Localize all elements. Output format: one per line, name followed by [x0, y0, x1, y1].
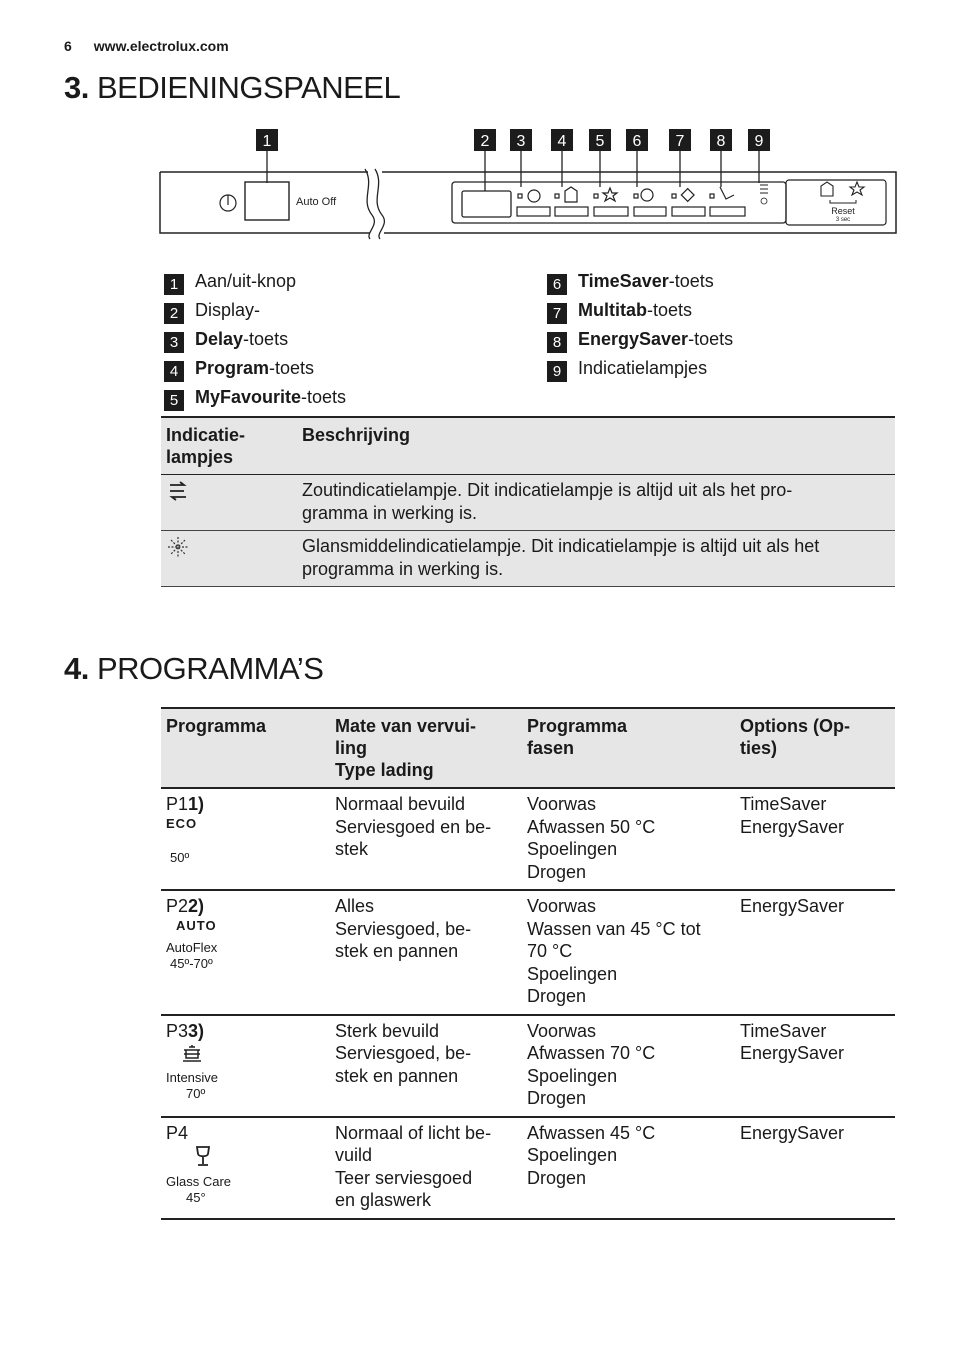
callout-2: 2 — [480, 133, 490, 150]
legend-label — [195, 271, 296, 292]
program-soil: Normaal of licht be- vuild Teer serviesgoed en glaswerk — [330, 1117, 522, 1219]
legend-item — [547, 325, 733, 354]
table-row — [161, 1015, 895, 1117]
reset-sub-label: 3 sec — [835, 217, 851, 223]
legend-item — [164, 325, 346, 354]
indicator-description: Zoutindicatielampje. Dit indicatielampje is altijd uit als het pro- gramma in werking is. — [297, 475, 895, 531]
program-note: 2) — [188, 896, 205, 916]
indicator-description: Glansmiddelindicatielampje. Dit indicatielampje is altijd uit als het programma in werking is. — [297, 531, 895, 587]
program-options: EnergySaver — [735, 1117, 895, 1219]
legend-item — [547, 296, 733, 325]
legend-label-text: -toets — [668, 271, 714, 291]
program-code: P1 — [166, 794, 189, 814]
program-code: P4 — [166, 1122, 189, 1143]
program-temp: 70º — [186, 1086, 206, 1101]
program-options: TimeSaver EnergySaver — [735, 1015, 895, 1117]
legend-label-bold: EnergySaver — [578, 329, 689, 349]
legend-label-bold: Program — [195, 358, 270, 378]
legend-number: 9 — [547, 361, 567, 382]
indicator-icon-cell — [161, 531, 297, 587]
legend-label-bold: TimeSaver — [578, 271, 669, 291]
section-title: BEDIENINGSPANEEL — [96, 70, 401, 105]
legend-number: 3 — [164, 332, 184, 353]
legend-number: 1 — [164, 274, 184, 295]
display — [462, 191, 511, 217]
legend-item — [547, 267, 733, 296]
legend-number: 7 — [547, 303, 567, 324]
legend-label-text: Indicatielampjes — [578, 358, 708, 378]
col-header-options: Options (Op- ties) — [735, 708, 895, 788]
page-header — [64, 38, 251, 54]
legend-label-text: Display- — [195, 300, 261, 320]
legend-item — [164, 296, 346, 325]
salt-indicator-icon — [760, 185, 768, 193]
glass-icon — [191, 1144, 215, 1168]
legend-number: 2 — [164, 303, 184, 324]
legend-right — [547, 267, 733, 383]
legend-item — [164, 267, 346, 296]
legend-label-text: -toets — [269, 358, 315, 378]
callout-5: 5 — [595, 133, 605, 150]
program-temp: 45° — [186, 1190, 206, 1205]
callout-9: 9 — [754, 133, 764, 150]
program-temp: 45º-70º — [170, 955, 213, 971]
legend-label — [195, 300, 260, 321]
section-number: 3. — [64, 70, 89, 105]
delay-icon — [528, 190, 540, 202]
legend-label-text: -toets — [647, 300, 693, 320]
legend-label-text: -toets — [688, 329, 734, 349]
program-sub: Glass Care — [166, 1174, 232, 1189]
program-phases: Voorwas Afwassen 70 °C Spoelingen Drogen — [522, 1015, 735, 1117]
callout-7: 7 — [675, 133, 685, 150]
callout-8: 8 — [716, 133, 726, 150]
program-temp: 50º — [170, 849, 190, 865]
legend-label-text: -toets — [243, 329, 289, 349]
program-symbol: ECO — [166, 815, 198, 831]
legend-label-bold: Multitab — [578, 300, 647, 320]
program-phases: Voorwas Wassen van 45 °C tot 70 °C Spoelingen Drogen — [522, 890, 735, 1015]
program-soil: Alles Serviesgoed, be- stek en pannen — [330, 890, 522, 1015]
col-header-indicator: Indicatie- lampjes — [161, 417, 297, 475]
col-header-description: Beschrijving — [297, 417, 895, 475]
legend-label-bold: Delay — [195, 329, 244, 349]
on-off-button — [245, 182, 289, 220]
legend-label — [578, 271, 714, 292]
program-icon — [565, 187, 577, 202]
program-code: P2 — [166, 896, 189, 916]
program-phases: Afwassen 45 °C Spoelingen Drogen — [522, 1117, 735, 1219]
callout-1: 1 — [262, 133, 272, 150]
program-options: EnergySaver — [735, 890, 895, 1015]
legend-label — [195, 329, 288, 350]
program-cell — [161, 788, 330, 890]
section-4-heading — [64, 651, 323, 687]
energysaver-icon — [720, 187, 734, 199]
table-row — [161, 531, 895, 587]
legend-label — [578, 300, 692, 321]
control-panel-diagram — [150, 125, 910, 250]
table-row — [161, 890, 895, 1015]
col-header-phases: Programma fasen — [522, 708, 735, 788]
legend-label — [578, 358, 707, 379]
legend-item — [164, 383, 346, 412]
reset-label: Reset — [831, 206, 855, 216]
indicator-table — [161, 416, 895, 587]
table-row — [161, 1117, 895, 1219]
program-soil: Normaal bevuild Serviesgoed en be- stek — [330, 788, 522, 890]
callout-6: 6 — [632, 133, 642, 150]
program-note: 1) — [188, 794, 205, 814]
section-title: PROGRAMMA’S — [96, 651, 324, 686]
program-cell — [161, 1117, 330, 1219]
legend-number: 5 — [164, 390, 184, 411]
callout-4: 4 — [557, 133, 567, 150]
section-number: 4. — [64, 651, 89, 686]
section-3-heading — [64, 70, 400, 106]
favourite-icon-small — [850, 182, 864, 195]
legend-number: 6 — [547, 274, 567, 295]
rinse-aid-indicator-icon — [761, 198, 767, 204]
program-soil: Sterk bevuild Serviesgoed, be- stek en pannen — [330, 1015, 522, 1117]
program-cell — [161, 890, 330, 1015]
table-row — [161, 788, 895, 890]
multitab-icon — [681, 189, 694, 202]
legend-number: 8 — [547, 332, 567, 353]
indicator-icon-cell — [161, 475, 297, 531]
table-row — [161, 475, 895, 531]
legend-label-bold: MyFavourite — [195, 387, 302, 407]
program-icon-small — [821, 182, 833, 196]
intensive-pot-icon — [180, 1042, 204, 1064]
legend-label — [578, 329, 733, 350]
legend-left — [164, 267, 346, 412]
programs-table — [161, 707, 895, 1220]
program-cell — [161, 1015, 330, 1117]
legend-item — [164, 354, 346, 383]
program-phases: Voorwas Afwassen 50 °C Spoelingen Drogen — [522, 788, 735, 890]
favourite-icon — [603, 188, 617, 201]
site-url[interactable]: www.electrolux.com — [93, 38, 229, 54]
col-header-program: Programma — [161, 708, 330, 788]
program-code: P3 — [166, 1020, 189, 1041]
legend-label-text: -toets — [301, 387, 347, 407]
timesaver-icon — [641, 189, 653, 201]
program-options: TimeSaver EnergySaver — [735, 788, 895, 890]
page-number: 6 — [64, 38, 72, 54]
auto-off-label: Auto Off — [296, 196, 337, 208]
program-sub: Intensive — [166, 1070, 219, 1085]
legend-label — [195, 387, 346, 408]
program-note: 3) — [188, 1020, 205, 1041]
program-symbol: AUTO — [176, 917, 217, 933]
legend-number: 4 — [164, 361, 184, 382]
legend-item — [547, 354, 733, 383]
legend-label-text: Aan/uit-knop — [195, 271, 297, 291]
program-sub: AutoFlex — [166, 939, 218, 955]
salt-indicator-icon — [166, 479, 190, 503]
rinse-aid-indicator-icon — [166, 535, 190, 559]
callout-3: 3 — [516, 133, 526, 150]
legend-label — [195, 358, 314, 379]
col-header-soil: Mate van vervui- ling Type lading — [330, 708, 522, 788]
